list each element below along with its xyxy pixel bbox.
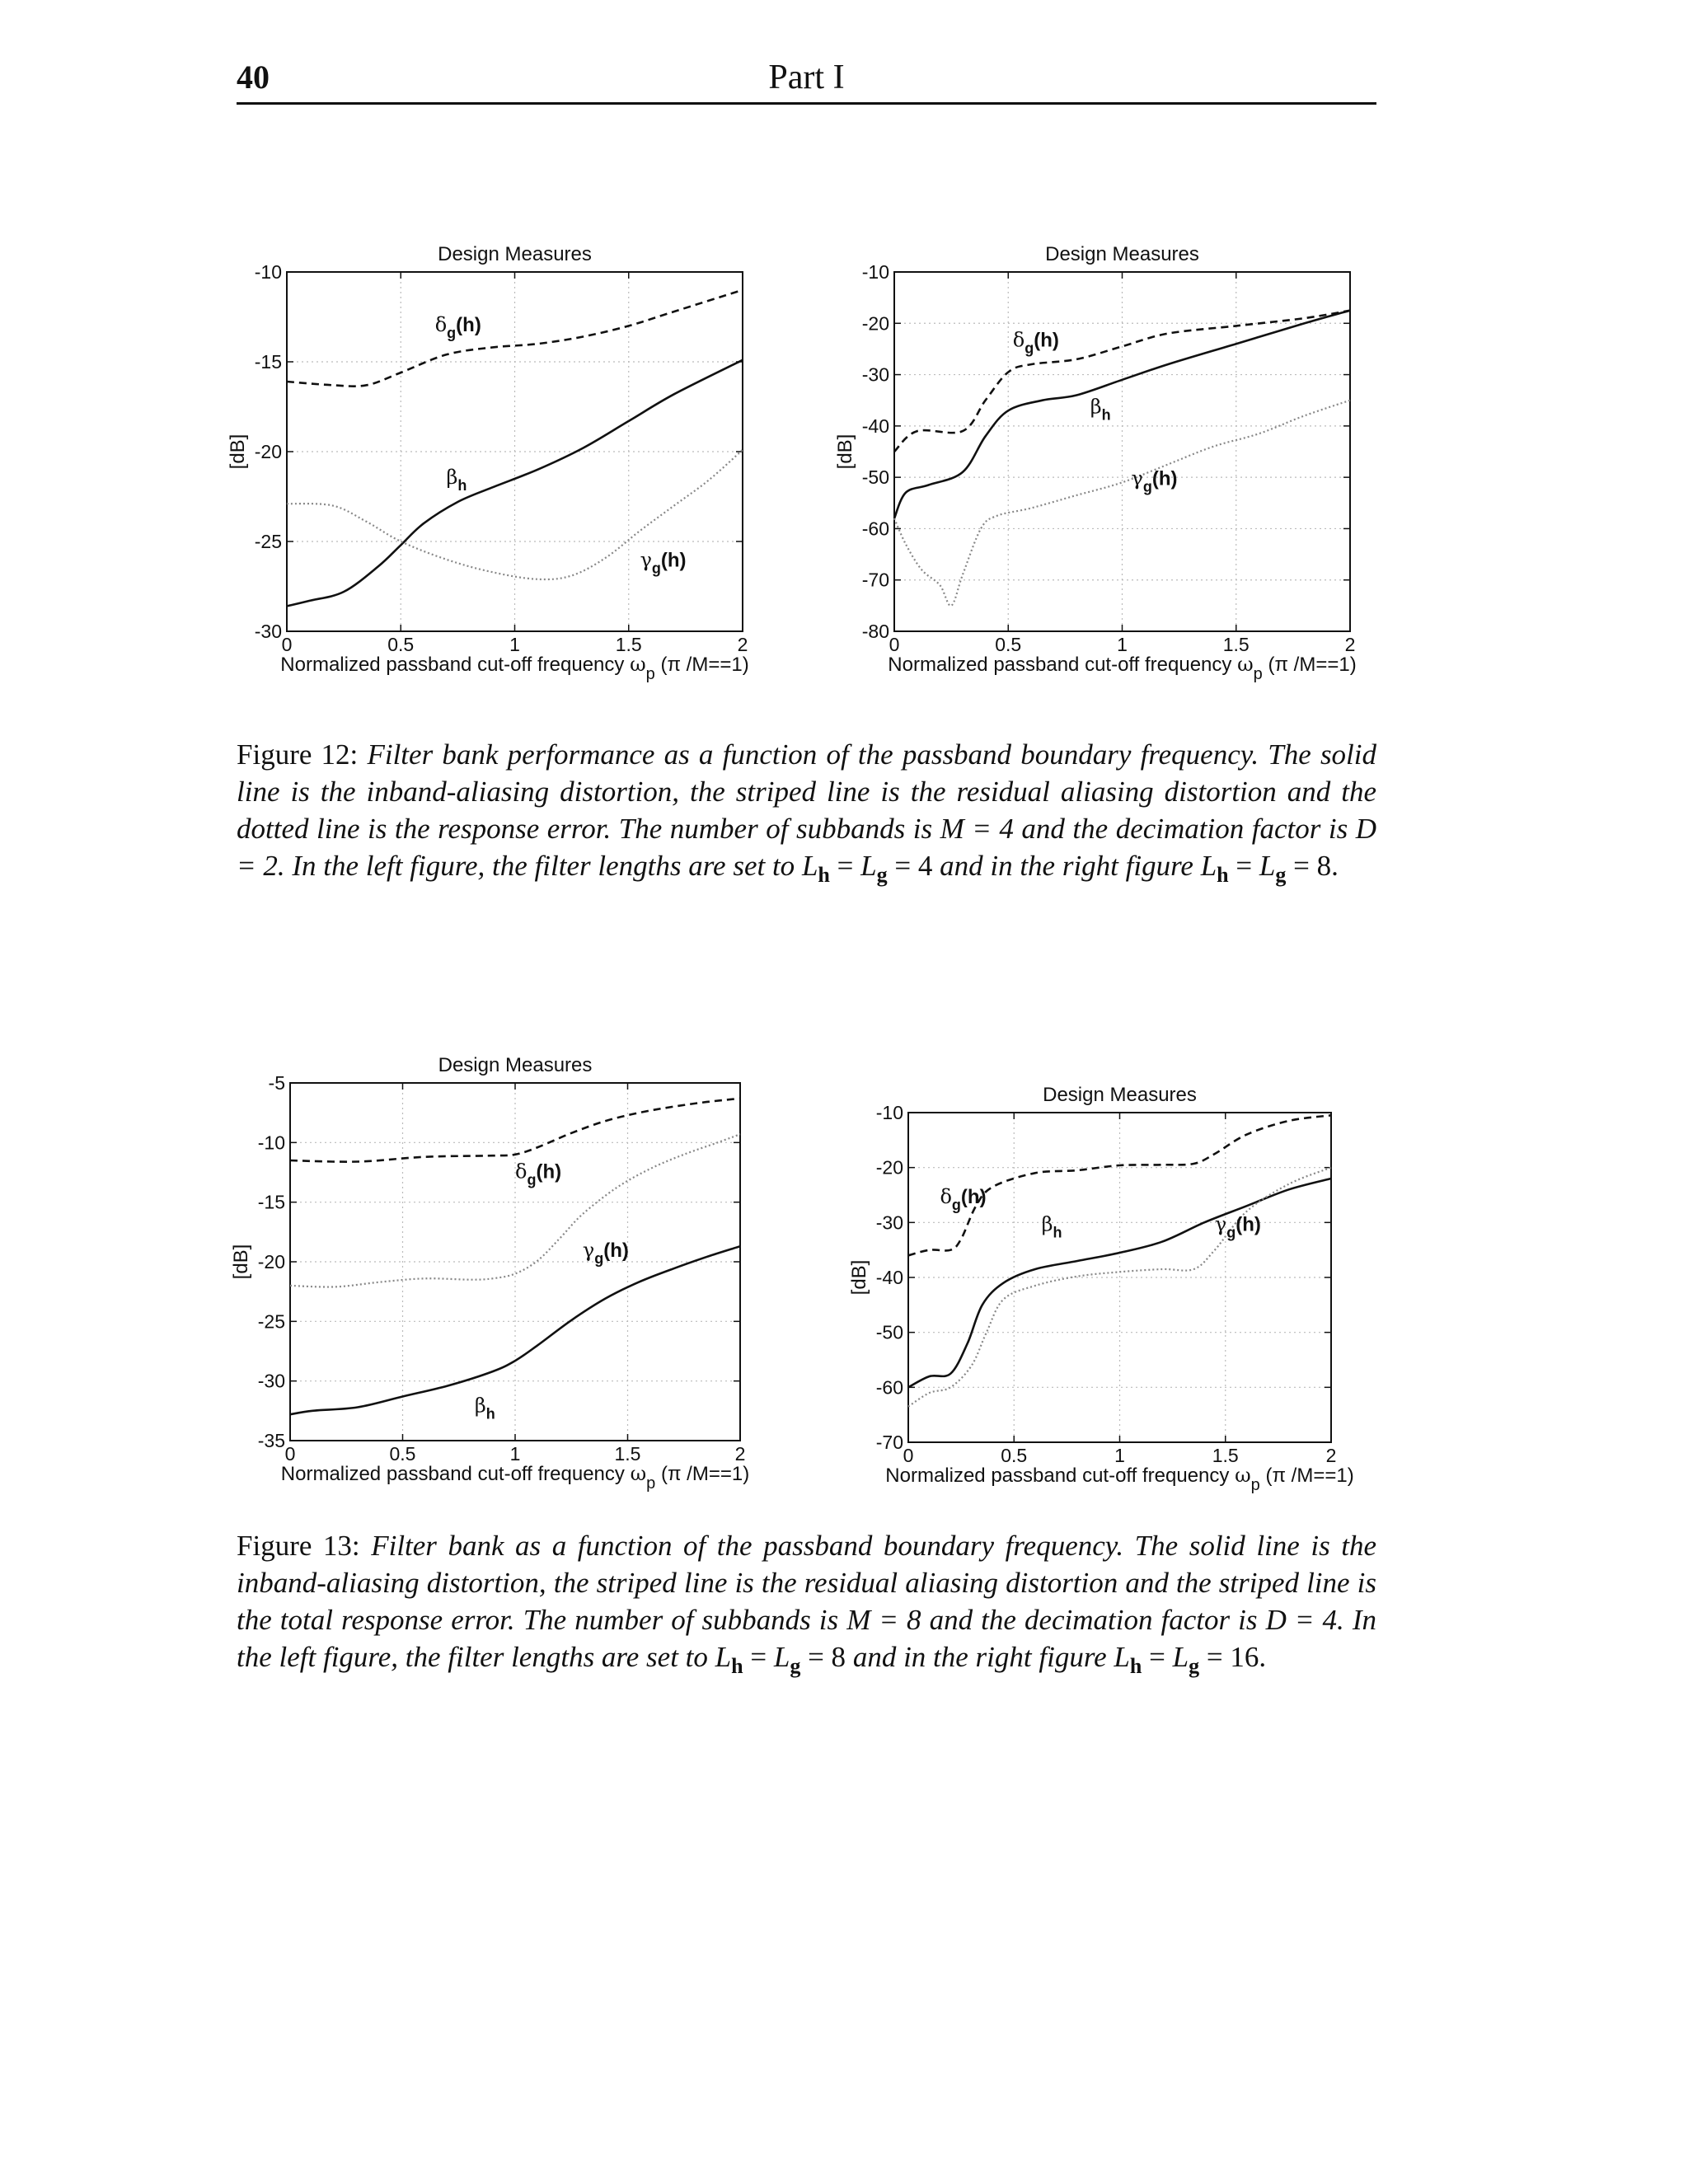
chart-title: Design Measures — [1043, 1084, 1197, 1106]
figure-12-eq-1: M = 4 — [940, 813, 1014, 845]
running-head: Part I — [768, 59, 845, 96]
y-tick-label: -50 — [861, 466, 889, 489]
y-tick-label: -5 — [268, 1072, 285, 1094]
x-tick-label: 0.5 — [387, 634, 415, 655]
chart-title: Design Measures — [1045, 243, 1199, 265]
y-tick-label: -50 — [875, 1321, 903, 1343]
y-axis-label: [dB] — [834, 434, 856, 470]
y-tick-label: -40 — [875, 1267, 903, 1288]
x-tick-label: 1.5 — [615, 634, 642, 655]
x-tick-label: 0 — [903, 1445, 914, 1466]
x-tick-label: 0.5 — [389, 1443, 416, 1465]
x-axis-label: Normalized passband cut-off frequency $\omega_p$ (π /M==1) — [280, 1462, 750, 1493]
x-tick-label: 0.5 — [995, 634, 1022, 655]
figure-13-right-chart — [849, 1063, 1393, 1508]
grid — [287, 272, 743, 631]
y-tick-label: -60 — [875, 1376, 903, 1399]
page-number: 40 — [237, 59, 270, 96]
figure-12-eq-4: $L_h = L_g = 8$. — [1200, 850, 1339, 887]
y-tick-label: -20 — [875, 1156, 903, 1179]
y-tick-label: -30 — [861, 363, 889, 386]
figure-13-text-4: and in the right figure — [852, 1641, 1107, 1673]
grid — [908, 1113, 1331, 1442]
y-axis-label: [dB] — [227, 434, 249, 470]
x-axis-label: Normalized passband cut-off frequency $\omega_p$ (π /M==1) — [885, 1464, 1354, 1494]
x-tick-label: 1 — [1114, 1445, 1125, 1466]
curve-annotation: $\delta_g(h)$ — [434, 312, 481, 341]
curve-annotation: $\gamma_g(h)$ — [582, 1239, 629, 1268]
y-tick-label: -35 — [257, 1430, 285, 1451]
y-tick-label: -30 — [875, 1212, 903, 1234]
figure-12-text-3: In the left figure, the filter lengths are set to — [292, 850, 795, 882]
y-tick-label: -10 — [861, 261, 889, 283]
x-axis-label: Normalized passband cut-off frequency $\omega_p$ (π /M==1) — [888, 653, 1357, 683]
y-tick-label: -60 — [861, 518, 889, 540]
y-tick-label: -10 — [257, 1132, 285, 1154]
figure-13-text-2: and the decimation factor is — [929, 1604, 1258, 1636]
x-tick-label: 2 — [1344, 634, 1356, 655]
x-tick-label: 0 — [889, 634, 900, 655]
y-tick-label: -10 — [875, 1102, 903, 1123]
y-tick-label: -40 — [861, 415, 889, 437]
figure-12-right-chart — [828, 231, 1389, 692]
y-axis-label: [dB] — [230, 1244, 252, 1280]
curve-annotation: $\beta_h$ — [1090, 395, 1111, 424]
page-header — [237, 51, 1376, 105]
figure-12-left-chart — [227, 231, 758, 692]
y-tick-label: -15 — [257, 1191, 285, 1213]
y-axis-label: [dB] — [848, 1259, 870, 1296]
x-tick-label: 0 — [281, 634, 293, 655]
figure-13-left-chart — [231, 1040, 758, 1502]
x-tick-label: 1 — [1117, 634, 1128, 655]
figure-12-text-2: and the decimation factor is — [1021, 813, 1348, 845]
figure-13-eq-2: D = 4. — [1265, 1604, 1344, 1636]
x-tick-label: 2 — [737, 634, 748, 655]
y-tick-label: -20 — [254, 441, 282, 462]
chart-title: Design Measures — [438, 1054, 593, 1076]
curve-annotation: $\gamma_g(h)$ — [1131, 466, 1178, 495]
y-tick-label: -15 — [254, 351, 282, 373]
figure-13-text-1: Filter bank as a function of the passband boundary frequency. The solid line is the inband-aliasing distortion, the striped line is the residual aliasing distortion and the striped line is the total response error. The number of subbands is — [237, 1530, 1377, 1636]
y-tick-label: -25 — [257, 1310, 285, 1333]
x-tick-label: 2 — [1325, 1445, 1337, 1466]
grid — [290, 1083, 740, 1441]
x-axis-label: Normalized passband cut-off frequency $\omega_p$ (π /M==1) — [280, 653, 749, 683]
figure-13-label: Figure 13: — [237, 1530, 360, 1562]
curve-annotation: $\delta_g(h)$ — [515, 1160, 562, 1188]
y-tick-label: -70 — [861, 569, 889, 591]
x-tick-label: 1.5 — [1212, 1445, 1239, 1466]
figure-12-text-4: and in the right figure — [940, 850, 1193, 882]
figure-13-caption — [237, 1527, 1376, 1685]
figure-13-eq-4: $L_h = L_g = 16$. — [1114, 1641, 1267, 1678]
curve-annotation: $\beta_h$ — [1041, 1212, 1062, 1241]
figure-13-text-3: In the left figure, the filter lengths are set to — [237, 1604, 1376, 1673]
y-tick-label: -10 — [254, 261, 282, 283]
grid — [894, 272, 1350, 631]
x-tick-label: 1.5 — [1222, 634, 1250, 655]
figure-13-eq-1: M = 8 — [846, 1604, 921, 1636]
x-tick-label: 1 — [509, 1443, 521, 1465]
y-tick-label: -20 — [861, 312, 889, 335]
y-tick-label: -25 — [254, 531, 282, 552]
figure-12-eq-2: D = 2. — [237, 813, 1376, 882]
y-tick-label: -70 — [875, 1432, 903, 1453]
curve-annotation: $\gamma_g(h)$ — [1214, 1212, 1261, 1241]
curve-annotation: $\beta_h$ — [474, 1394, 495, 1422]
x-tick-label: 1.5 — [614, 1443, 641, 1465]
curve-annotation: $\gamma_g(h)$ — [640, 548, 687, 577]
curve-annotation: $\beta_h$ — [446, 466, 467, 494]
figure-12-caption — [237, 736, 1376, 893]
y-tick-label: -30 — [257, 1370, 285, 1392]
y-tick-label: -80 — [861, 621, 889, 642]
figure-12-eq-3: $L_h = L_g = 4$ — [801, 850, 933, 887]
curve-annotation: $\delta_g(h)$ — [1012, 328, 1059, 357]
x-tick-label: 0 — [284, 1443, 296, 1465]
y-tick-label: -30 — [254, 621, 282, 642]
figure-12-label: Figure 12: — [237, 738, 359, 771]
x-tick-label: 2 — [734, 1443, 746, 1465]
chart-title: Design Measures — [438, 243, 592, 265]
x-tick-label: 1 — [509, 634, 520, 655]
figure-12-text-1: Filter bank performance as a function of the passband boundary frequency. The solid line is the inband-aliasing distortion, the striped line is the residual aliasing distortion and the dotted line is the response error. The number of subbands is — [237, 738, 1377, 845]
curve-annotation: $\delta_g(h)$ — [940, 1185, 987, 1213]
y-tick-label: -20 — [257, 1251, 285, 1272]
figure-13-eq-3: $L_h = L_g = 8$ — [715, 1641, 846, 1678]
x-tick-label: 0.5 — [1001, 1445, 1028, 1466]
